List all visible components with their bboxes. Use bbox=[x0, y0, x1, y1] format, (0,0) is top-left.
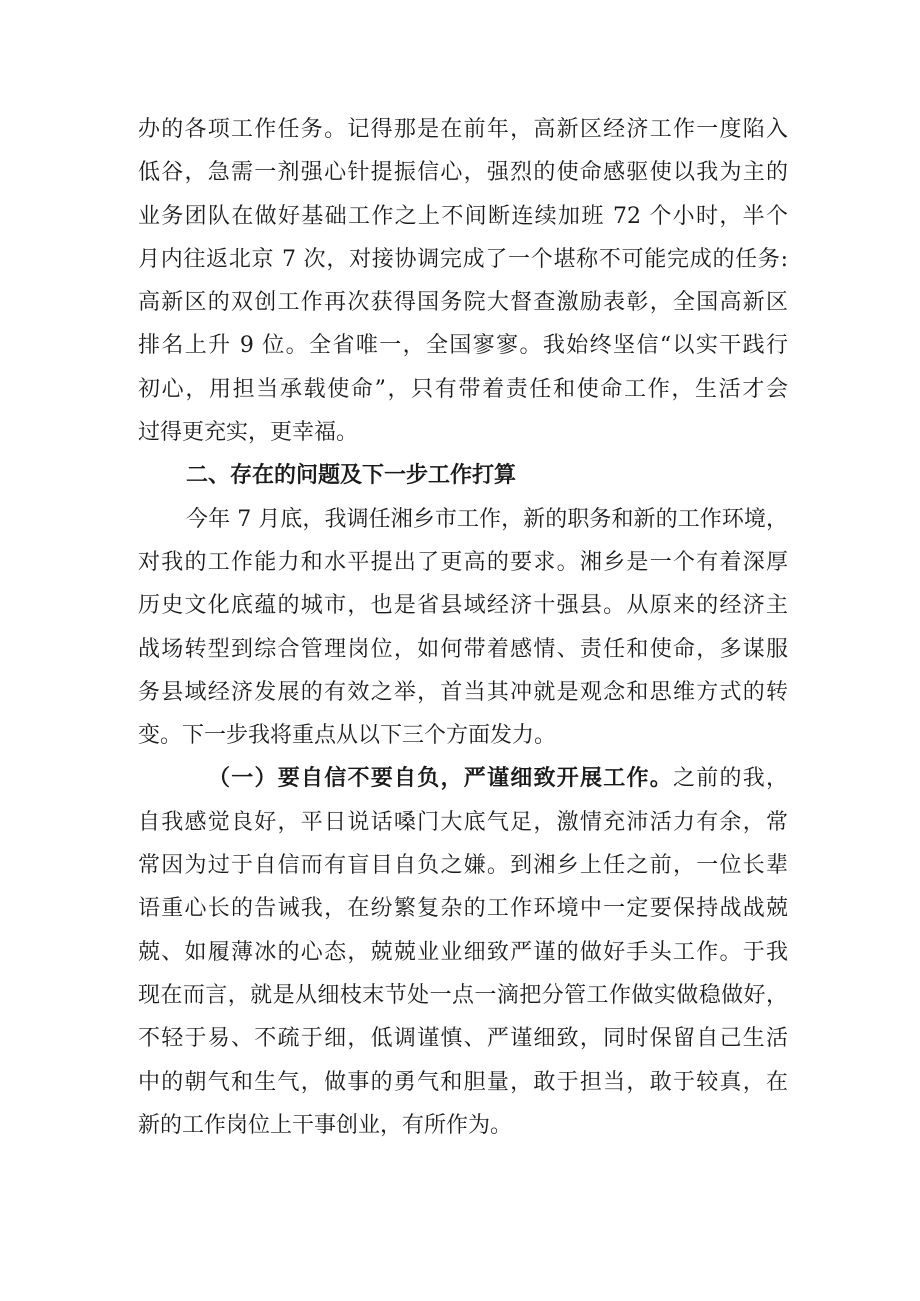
paragraph-line: 对我的工作能力和水平提出了更高的要求。湘乡是一个有着深厚 bbox=[138, 549, 788, 575]
paragraph-line: 排名上升 9 位。全省唯一，全国寥寥。我始终坚信“以实干践行 bbox=[138, 333, 788, 359]
paragraph-line: 初心，用担当承载使命”，只有带着责任和使命工作，生活才会 bbox=[138, 376, 788, 402]
paragraph-line: 变。下一步我将重点从以下三个方面发力。 bbox=[138, 723, 557, 749]
paragraph-line: 兢、如履薄冰的心态，兢兢业业细致严谨的做好手头工作。于我 bbox=[138, 939, 788, 965]
paragraph-line: 历史文化底蕴的城市，也是省县域经济十强县。从原来的经济主 bbox=[138, 593, 788, 619]
paragraph-line: 业务团队在做好基础工作之上不间断连续加班 72 个小时，半个 bbox=[138, 203, 788, 229]
subsection-first-line bbox=[138, 757, 788, 800]
paragraph-line: 现在而言，就是从细枝末节处一点一滴把分管工作做实做稳做好， bbox=[138, 982, 788, 1008]
paragraph-line: 新的工作岗位上干事创业，有所作为。 bbox=[138, 1112, 513, 1138]
paragraph-line: 自我感觉良好，平日说话嗓门大底气足，激情充沛活力有余，常 bbox=[138, 809, 788, 835]
paragraph-line: 高新区的双创工作再次获得国务院大督查激励表彰，全国高新区 bbox=[138, 290, 788, 316]
paragraph-line: 语重心长的告诫我，在纷繁复杂的工作环境中一定要保持战战兢 bbox=[138, 896, 788, 922]
subsection-heading: （一）要自信不要自负，严谨细致开展工作。 bbox=[208, 765, 673, 792]
paragraph-line: 月内往返北京 7 次，对接协调完成了一个堪称不可能完成的任务: bbox=[138, 246, 788, 272]
document-body bbox=[138, 108, 788, 1147]
paragraph-line: 办的各项工作任务。记得那是在前年，高新区经济工作一度陷入 bbox=[138, 117, 788, 142]
paragraph-line: 不轻于易、不疏于细，低调谨慎、严谨细致，同时保留自己生活 bbox=[138, 1026, 788, 1052]
paragraph-line: 低谷，急需一剂强心针提振信心，强烈的使命感驱使以我为主的 bbox=[138, 160, 788, 186]
paragraph-line: 务县域经济发展的有效之举，首当其冲就是观念和思维方式的转 bbox=[138, 679, 788, 705]
section-heading: 二、存在的问题及下一步工作打算 bbox=[186, 462, 517, 489]
paragraph-line: 今年 7 月底，我调任湘乡市工作，新的职务和新的工作环境， bbox=[186, 506, 788, 532]
paragraph-line: 过得更充实，更幸福。 bbox=[138, 420, 359, 446]
paragraph-line: 中的朝气和生气，做事的勇气和胆量，敢于担当，敢于较真，在 bbox=[138, 1069, 788, 1095]
paragraph-text: 之前的我， bbox=[672, 766, 788, 792]
paragraph-line: 战场转型到综合管理岗位，如何带着感情、责任和使命，多谋服 bbox=[138, 636, 788, 662]
paragraph-line: 常因为过于自信而有盲目自负之嫌。到湘乡上任之前，一位长辈 bbox=[138, 853, 788, 879]
